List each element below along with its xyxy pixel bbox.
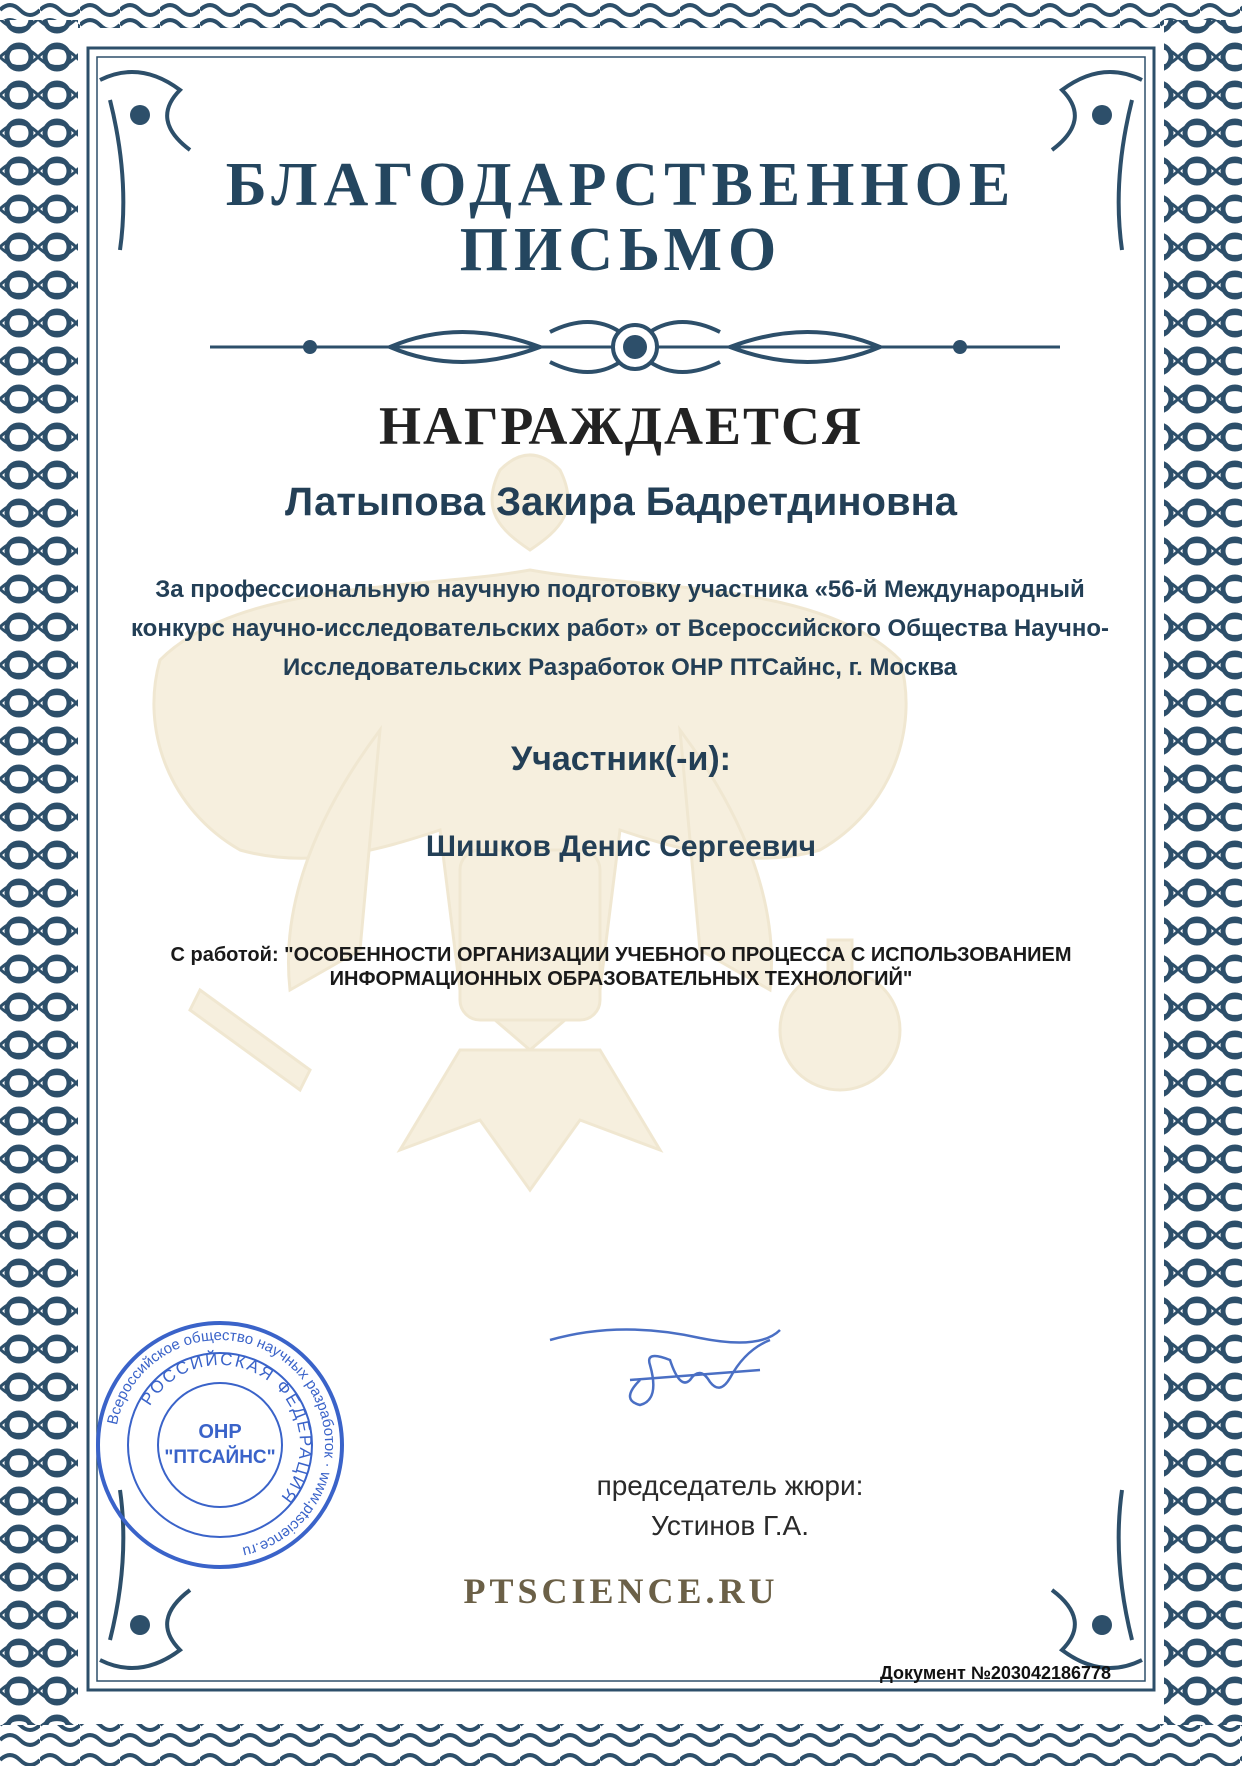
participants-label: Участник(-и): [510,740,731,778]
organization-stamp [95,1320,345,1570]
recipient-name: Латыпова Закира Бадретдиновна [285,480,957,524]
work-title: С работой: "ОСОБЕННОСТИ ОРГАНИЗАЦИИ УЧЕБНОГО ПРОЦЕССА С ИСПОЛЬЗОВАНИЕМ ИНФОРМАЦИОННЫХ ОБРАЗОВАТЕЛЬНЫХ ТЕХНОЛОГИЙ" [170,944,1072,990]
document-number: Документ №203042186778 [880,1663,1112,1683]
website-footer: PTSCIENCE.RU [463,1571,779,1611]
award-reason: За профессиональную научную подготовку участника «56-й Международный конкурс научно-исследовательских работ» от Всероссийского Общества Научно-Исследовательских Разработок ОНР ПТСайнс, г. Москва [130,576,1109,681]
chairman-name: Устинов Г.А. [650,1510,810,1541]
certificate-title-line2: ПИСЬМО [459,216,783,284]
certificate-title-line1: БЛАГОДАРСТВЕННОЕ [225,151,1017,219]
participant-name: Шишков Денис Сергеевич [425,830,817,863]
chairman-label: председатель жюри: [596,1470,864,1501]
ornamental-divider [210,312,1060,382]
svg-text:РОССИЙСКАЯ ФЕДЕРАЦИЯ: РОССИЙСКАЯ ФЕДЕРАЦИЯ [137,1349,316,1508]
award-heading: НАГРАЖДАЕТСЯ [378,396,863,456]
svg-text:"ПТСАЙНС": "ПТСАЙНС" [164,1447,276,1468]
svg-text:ОНР: ОНР [198,1421,242,1443]
svg-text:Всероссийское общество научных: Всероссийское общество научных разработок · www.ptscience.ru [104,1326,339,1561]
chairman-signature [530,1310,800,1420]
